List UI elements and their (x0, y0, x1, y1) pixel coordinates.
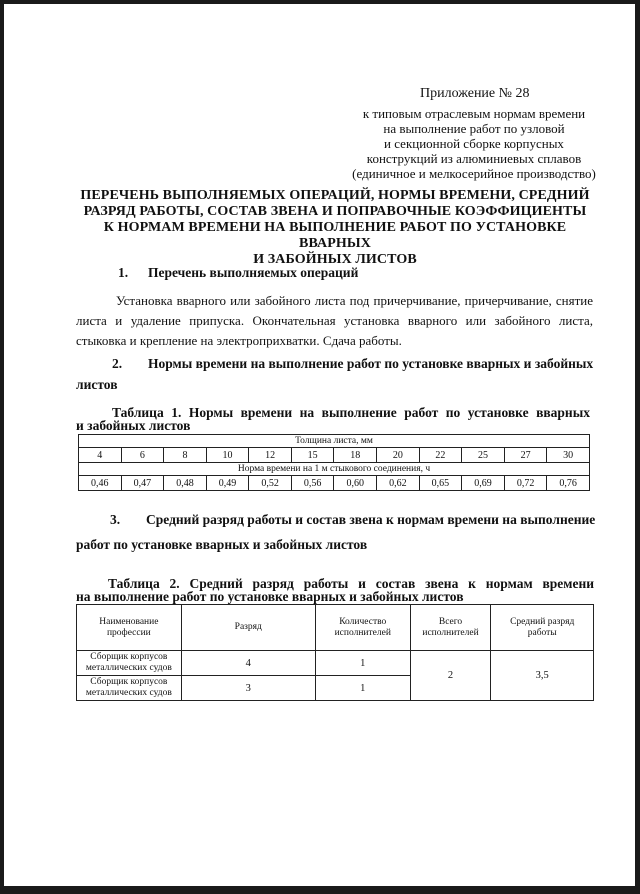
title-line: РАЗРЯД РАБОТЫ, СОСТАВ ЗВЕНА И ПОПРАВОЧНЫЕ КОЭФФИЦИЕНТЫ (83, 204, 587, 219)
norm-cell: 0,56 (291, 476, 334, 491)
norm-cell: 0,65 (419, 476, 462, 491)
section1-heading: Перечень выполняемых операций (148, 265, 359, 280)
total-cell: 2 (410, 651, 491, 701)
section3-heading: Средний разряд работы и состав звена к нормам времени на выполнение (146, 512, 596, 527)
title-line: ПЕРЕЧЕНЬ ВЫПОЛНЯЕМЫХ ОПЕРАЦИЙ, НОРМЫ ВРЕМЕНИ, СРЕДНИЙ (80, 188, 590, 203)
section2-number: 2. (112, 356, 123, 371)
table2-caption-cont: на выполнение работ по установке вварных и забойных листов (76, 589, 464, 604)
appendix-line: и секционной сборке корпусных (384, 136, 564, 151)
appendix-line: конструкций из алюминиевых сплавов (366, 151, 582, 166)
thickness-cell: 4 (79, 448, 122, 463)
norm-cell: 0,49 (206, 476, 249, 491)
appendix-line: на выполнение работ по узловой (383, 121, 565, 136)
section3-heading-cont: работ по установке вварных и забойных листов (76, 537, 368, 552)
appendix-line: к типовым отраслевым нормам времени (362, 106, 586, 121)
scan-border-top (0, 0, 640, 4)
col-header-avg-grade: Средний разряд работы (491, 605, 594, 651)
appendix-title: Приложение № 28 (420, 86, 530, 101)
table1-caption: Таблица 1. Нормы времени на выполнение работ по установке вварных (112, 405, 590, 420)
thickness-cell: 25 (462, 448, 505, 463)
col-header-total: Всего исполнителей (410, 605, 491, 651)
thickness-cell: 20 (377, 448, 420, 463)
scan-border-left (0, 0, 4, 894)
thickness-cell: 8 (164, 448, 207, 463)
col-header-profession: Наименование профессии (77, 605, 182, 651)
section1-text: Установка вварного или забойного листа под причерчивание, причерчивание, снятие листа и удаление припуска. Окончательная установка вварного или забойного листа, стыковка и крепление на электроприхватки. Сдача работы. (76, 293, 593, 348)
norm-cell: 0,76 (547, 476, 590, 491)
document-title (70, 188, 600, 268)
thickness-header: Толщина листа, мм (79, 435, 590, 448)
thickness-cell: 30 (547, 448, 590, 463)
section2-heading: Нормы времени на выполнение работ по установке вварных и забойных (148, 356, 594, 371)
thickness-cell: 15 (291, 448, 334, 463)
section2-heading-cont: листов (76, 377, 118, 392)
norm-cell: 0,47 (121, 476, 164, 491)
thickness-cell: 6 (121, 448, 164, 463)
section1-number: 1. (118, 265, 129, 280)
thickness-cell: 22 (419, 448, 462, 463)
appendix-line: (единичное и мелкосерийное производство) (352, 166, 596, 181)
norm-cell: 0,62 (377, 476, 420, 491)
profession-cell: Сборщик корпусов металлических судов (77, 651, 182, 676)
count-cell: 1 (315, 651, 410, 676)
section3-number: 3. (110, 512, 121, 527)
scan-border-bottom (0, 886, 640, 894)
avg-grade-cell: 3,5 (491, 651, 594, 701)
table2-caption: Таблица 2. Средний разряд работы и состав звена к нормам времени (108, 576, 594, 591)
title-line: И ЗАБОЙНЫХ ЛИСТОВ (253, 252, 417, 267)
thickness-cell: 27 (504, 448, 547, 463)
norm-cell: 0,60 (334, 476, 377, 491)
profession-cell: Сборщик корпусов металлических судов (77, 676, 182, 701)
thickness-cell: 18 (334, 448, 377, 463)
col-header-grade: Разряд (181, 605, 315, 651)
grade-cell: 4 (181, 651, 315, 676)
scan-border-right (635, 0, 640, 894)
norm-cell: 0,52 (249, 476, 292, 491)
count-cell: 1 (315, 676, 410, 701)
thickness-cell: 10 (206, 448, 249, 463)
norms-table (78, 434, 590, 491)
norm-cell: 0,69 (462, 476, 505, 491)
norm-cell: 0,46 (79, 476, 122, 491)
table1-caption-cont: и забойных листов (76, 418, 191, 433)
norm-cell: 0,72 (504, 476, 547, 491)
thickness-cell: 12 (249, 448, 292, 463)
col-header-count: Количество исполнителей (315, 605, 410, 651)
norm-cell: 0,48 (164, 476, 207, 491)
grade-cell: 3 (181, 676, 315, 701)
title-line: К НОРМАМ ВРЕМЕНИ НА ВЫПОЛНЕНИЕ РАБОТ ПО УСТАНОВКЕ ВВАРНЫХ (103, 220, 567, 251)
crew-table (76, 604, 594, 701)
norm-header: Норма времени на 1 м стыкового соединения, ч (79, 463, 590, 476)
